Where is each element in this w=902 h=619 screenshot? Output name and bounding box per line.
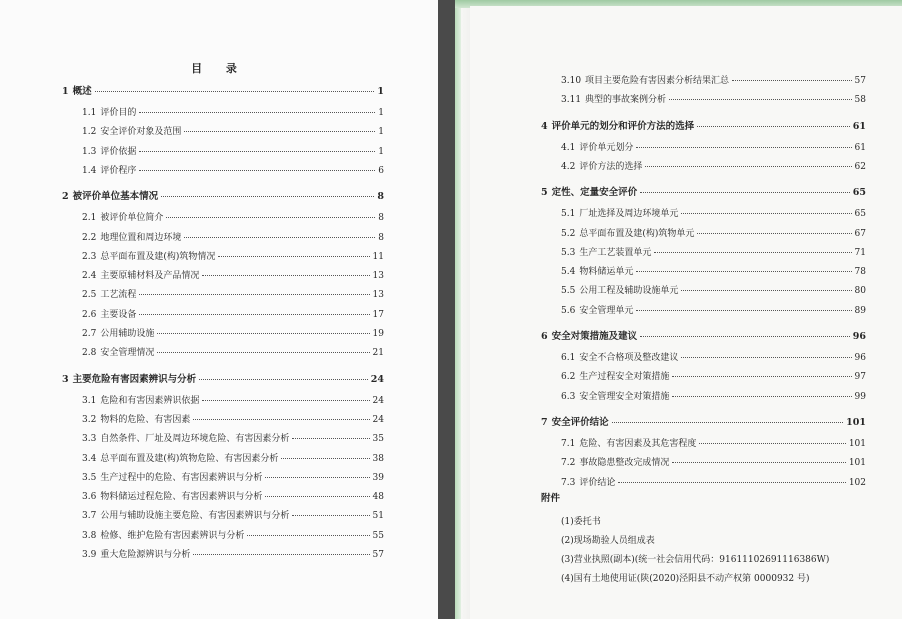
dot-leader	[672, 376, 851, 377]
dot-leader	[265, 496, 369, 497]
toc-entry-page: 13	[372, 290, 384, 301]
toc-entry-title: 生产工艺装置单元	[579, 247, 652, 258]
toc-entry	[561, 73, 866, 86]
toc-entry-number: 3.10	[561, 76, 582, 86]
toc-entry-number: 2.2	[82, 232, 97, 243]
toc-entry-title: 主要危险有害因素辨识与分析	[72, 373, 197, 385]
toc-entry-number: 2.7	[82, 329, 97, 339]
toc-entry	[82, 528, 384, 541]
toc-entry-number: 6.1	[561, 353, 576, 363]
toc-entry-title: 安全不合格项及整改建议	[579, 353, 679, 363]
toc-entry-title: 厂址选择及周边环境单元	[579, 209, 679, 220]
toc-entry-number: 2.6	[82, 309, 97, 320]
dot-leader	[612, 422, 844, 423]
right-page	[470, 6, 902, 619]
toc-entry-page: 101	[848, 438, 866, 449]
toc-entry-number: 3.2	[82, 414, 97, 425]
toc-entry-number: 2.5	[82, 290, 97, 301]
toc-entry	[561, 159, 866, 172]
toc-entry	[561, 206, 866, 219]
dot-leader	[672, 462, 845, 463]
toc-entry-title: 典型的事故案例分析	[585, 95, 667, 106]
toc-entry	[561, 303, 866, 316]
toc-entry-title: 主要原辅材料及产品情况	[100, 271, 200, 282]
toc-entry-number: 3	[62, 373, 69, 385]
toc-entry-page: 21	[372, 348, 384, 359]
toc-entry-page: 24	[372, 414, 384, 425]
toc-entry	[561, 283, 866, 296]
toc-entry-number: 6.3	[561, 391, 576, 402]
toc-entry-title: 物料的危险、有害因素	[100, 414, 191, 425]
dot-leader	[193, 554, 369, 555]
toc-entry-number: 6.2	[561, 372, 576, 383]
toc-entry-title: 主要设备	[100, 309, 137, 320]
toc-entry	[82, 412, 384, 425]
toc-entry-title: 评价程序	[100, 165, 137, 176]
dot-leader	[640, 192, 850, 193]
toc-entry-page: 1	[377, 86, 384, 97]
toc-entry-page: 11	[372, 251, 384, 262]
toc-entry-page: 8	[378, 213, 384, 224]
toc-entry-page: 57	[372, 550, 384, 560]
toc-entry	[561, 369, 866, 382]
toc-entry-page: 101	[848, 458, 866, 469]
dot-leader	[139, 294, 369, 295]
toc-entry-page: 61	[854, 142, 866, 153]
toc-entry-title: 安全管理情况	[100, 348, 155, 359]
toc-entry-title: 项目主要危险有害因素分析结果汇总	[585, 76, 730, 86]
toc-entry	[82, 431, 384, 444]
toc-entry-number: 2.1	[82, 213, 97, 224]
toc-entry-title: 公用工程及辅助设施单元	[579, 286, 679, 297]
toc-entry-page: 96	[852, 331, 866, 342]
dot-leader	[139, 151, 375, 152]
toc-entry	[82, 268, 384, 281]
toc-entry-page: 96	[854, 353, 866, 363]
toc-entry-number: 1.3	[82, 146, 97, 157]
dot-leader	[199, 379, 368, 380]
dot-leader	[139, 314, 369, 315]
toc-entry-page: 99	[854, 391, 866, 402]
toc-entry-number: 2.4	[82, 271, 97, 282]
dot-leader	[166, 217, 375, 218]
toc-entry-page: 1	[378, 127, 384, 138]
toc-entry-page: 19	[372, 329, 384, 339]
dot-leader	[281, 458, 369, 459]
toc-entry-number: 3.8	[82, 530, 97, 541]
dot-leader	[202, 275, 369, 276]
toc-entry-page: 17	[372, 309, 384, 320]
toc-entry-number: 3.6	[82, 492, 97, 503]
toc-entry-title: 评价结论	[579, 477, 616, 488]
toc-entry-page: 61	[852, 120, 866, 132]
dot-leader	[636, 147, 851, 148]
toc-entry-page: 35	[372, 434, 384, 445]
toc-chapter	[541, 414, 866, 428]
toc-entry-page: 8	[378, 232, 384, 243]
toc-entry-title: 生产过程安全对策措施	[579, 372, 670, 383]
toc-entry-number: 5.6	[561, 305, 576, 316]
toc-entry	[561, 245, 866, 258]
attachment-item: (3)营业执照(副本)(统一社会信用代码：91611102691116386W)	[561, 555, 830, 565]
dot-leader	[193, 419, 369, 420]
toc-entry	[82, 144, 384, 157]
toc-entry	[82, 105, 384, 118]
dot-leader	[732, 80, 851, 81]
toc-entry	[82, 326, 384, 339]
toc-entry-title: 定性、定量安全评价	[551, 187, 638, 199]
toc-entry-number: 2.3	[82, 251, 97, 262]
toc-entry	[82, 345, 384, 358]
toc-entry-title: 被评价单位简介	[100, 213, 164, 224]
toc-entry-title: 安全评价结论	[551, 416, 609, 428]
toc-entry-number: 3.11	[561, 95, 582, 106]
dot-leader	[636, 310, 851, 311]
dot-leader	[292, 515, 369, 516]
toc-entry-page: 38	[372, 453, 384, 464]
toc-entry-title: 被评价单位基本情况	[72, 191, 159, 203]
toc-entry	[561, 436, 866, 449]
dot-leader	[95, 91, 375, 92]
toc-entry-title: 物料储运单元	[579, 267, 634, 278]
left-page	[0, 0, 438, 619]
toc-entry-title: 自然条件、厂址及周边环境危险、有害因素分析	[100, 434, 290, 445]
toc-entry-title: 总平面布置及建(构)筑物危险、有害因素分析	[100, 453, 279, 464]
dot-leader	[139, 170, 375, 171]
toc-entry-number: 1.2	[82, 127, 97, 138]
dot-leader	[184, 131, 375, 132]
toc-entry-title: 评价单元的划分和评价方法的选择	[551, 120, 695, 132]
toc-chapter	[541, 184, 866, 198]
toc-entry-page: 1	[378, 146, 384, 157]
toc-entry-title: 安全管理安全对策措施	[579, 391, 670, 402]
dot-leader	[292, 438, 369, 439]
toc-entry-title: 总平面布置及建(构)筑物情况	[100, 251, 216, 262]
toc-entry	[561, 475, 866, 488]
toc-entry	[561, 389, 866, 402]
toc-entry-title: 事故隐患整改完成情况	[579, 458, 670, 469]
dot-leader	[618, 482, 845, 483]
attachments-title: 附件	[541, 493, 561, 504]
toc-chapter	[62, 83, 384, 97]
toc-entry-page: 65	[854, 209, 866, 220]
toc-entry-number: 7.1	[561, 438, 576, 449]
toc-entry-page: 55	[372, 530, 384, 541]
dot-leader	[640, 336, 850, 337]
toc-entry-number: 2.8	[82, 348, 97, 359]
toc-entry	[561, 455, 866, 468]
green-edge	[455, 0, 461, 619]
toc-entry-number: 5.1	[561, 209, 576, 220]
toc-entry	[561, 226, 866, 239]
toc-entry-page: 51	[372, 511, 384, 522]
toc-entry-number: 3.3	[82, 434, 97, 445]
dot-leader	[157, 352, 369, 353]
toc-entry	[82, 163, 384, 176]
toc-entry-number: 7	[541, 416, 548, 428]
toc-entry-title: 安全管理单元	[579, 305, 634, 316]
toc-entry-title: 危险、有害因素及其危害程度	[579, 438, 697, 449]
dot-leader	[139, 112, 375, 113]
toc-entry-number: 4	[541, 120, 548, 132]
toc-entry-title: 工艺流程	[100, 290, 137, 301]
toc-entry-page: 48	[372, 492, 384, 503]
toc-entry	[82, 210, 384, 223]
toc-entry-number: 3.5	[82, 472, 97, 483]
toc-entry-page: 39	[372, 472, 384, 483]
toc-entry-title: 公用与辅助设施主要危险、有害因素辨识与分析	[100, 511, 290, 522]
toc-entry-number: 3.4	[82, 453, 97, 464]
toc-entry-page: 8	[377, 191, 384, 203]
toc-entry-number: 5.2	[561, 228, 576, 239]
toc-entry	[82, 451, 384, 464]
attachment-item: (2)现场勘验人员组成表	[561, 536, 655, 546]
attachment-item: (1)委托书	[561, 517, 601, 527]
toc-entry-number: 1.1	[82, 108, 97, 118]
dot-leader	[636, 271, 851, 272]
toc-entry-number: 3.7	[82, 511, 97, 522]
dot-leader	[681, 290, 851, 291]
toc-chapter	[62, 371, 384, 385]
toc-entry	[561, 140, 866, 153]
toc-chapter	[62, 188, 384, 202]
toc-entry-title: 检修、维护危险有害因素辨识与分析	[100, 530, 245, 541]
toc-entry-page: 57	[854, 76, 866, 86]
toc-entry-page: 13	[372, 271, 384, 282]
dot-leader	[247, 535, 369, 536]
toc-entry-title: 总平面布置及建(构)筑物单元	[579, 228, 695, 239]
toc-entry-page: 102	[848, 477, 866, 488]
toc-entry-title: 重大危险源辨识与分析	[100, 550, 191, 560]
toc-entry-title: 安全对策措施及建议	[551, 331, 638, 342]
toc-entry	[82, 249, 384, 262]
toc-entry-page: 80	[854, 286, 866, 297]
toc-entry-title: 地理位置和周边环境	[100, 232, 182, 243]
toc-entry-title: 评价单元划分	[579, 142, 634, 153]
toc-entry-number: 5.3	[561, 247, 576, 258]
dot-leader	[654, 252, 851, 253]
toc-entry-page: 101	[846, 416, 866, 428]
toc-entry-page: 67	[854, 228, 866, 239]
toc-entry-page: 6	[378, 165, 384, 176]
toc-entry-page: 89	[854, 305, 866, 316]
toc-entry-page: 97	[854, 372, 866, 383]
toc-entry-number: 1	[62, 86, 69, 97]
toc-entry-number: 4.1	[561, 142, 576, 153]
attachment-item: (4)国有土地使用证(陕(2020)泾阳县不动产权第 0000932 号)	[561, 574, 810, 584]
toc-entry-title: 生产过程中的危险、有害因素辨识与分析	[100, 472, 263, 483]
toc-entry-page: 58	[854, 95, 866, 106]
toc-entry-number: 7.2	[561, 458, 576, 469]
dot-leader	[218, 256, 369, 257]
toc-entry-title: 安全评价对象及范围	[100, 127, 182, 138]
dot-leader	[265, 477, 369, 478]
toc-entry	[82, 230, 384, 243]
toc-entry	[82, 470, 384, 483]
toc-entry-title: 评价依据	[100, 146, 137, 157]
toc-entry-number: 3.9	[82, 550, 97, 560]
dot-leader	[672, 396, 851, 397]
dot-leader	[681, 357, 851, 358]
toc-entry	[82, 393, 384, 406]
dot-leader	[157, 333, 369, 334]
toc-entry	[82, 489, 384, 502]
toc-entry-page: 1	[378, 108, 384, 118]
toc-entry-number: 1.4	[82, 165, 97, 176]
toc-entry-title: 公用辅助设施	[100, 329, 155, 339]
toc-entry	[82, 124, 384, 137]
toc-entry-page: 62	[854, 161, 866, 172]
dot-leader	[697, 233, 851, 234]
toc-entry-number: 7.3	[561, 477, 576, 488]
toc-entry-page: 65	[852, 187, 866, 199]
toc-entry	[82, 547, 384, 560]
toc-entry-page: 24	[372, 395, 384, 406]
toc-entry-title: 物料储运过程危险、有害因素辨识与分析	[100, 492, 263, 503]
toc-entry-number: 3.1	[82, 395, 97, 406]
toc-entry-number: 6	[541, 331, 548, 342]
toc-entry-number: 4.2	[561, 161, 576, 172]
toc-entry	[561, 92, 866, 105]
toc-entry-number: 5.5	[561, 286, 576, 297]
toc-entry-number: 2	[62, 191, 69, 203]
toc-entry-title: 评价方法的选择	[579, 161, 643, 172]
toc-entry-page: 71	[854, 247, 866, 258]
dot-leader	[699, 443, 845, 444]
toc-entry-title: 危险和有害因素辨识依据	[100, 395, 200, 406]
toc-entry	[561, 264, 866, 277]
page-gap	[438, 0, 455, 619]
toc-entry	[561, 350, 866, 363]
toc-entry	[82, 508, 384, 521]
dot-leader	[161, 196, 374, 197]
toc-chapter	[541, 328, 866, 342]
toc-chapter	[541, 118, 866, 132]
toc-entry-title: 概述	[72, 86, 92, 97]
dot-leader	[184, 237, 375, 238]
dot-leader	[681, 213, 851, 214]
toc-entry-page: 24	[370, 373, 384, 385]
toc-entry	[82, 287, 384, 300]
toc-entry-page: 78	[854, 267, 866, 278]
toc-entry-number: 5	[541, 187, 548, 199]
toc-entry	[82, 307, 384, 320]
toc-entry-number: 5.4	[561, 267, 576, 278]
dot-leader	[645, 166, 851, 167]
toc-title: 目 录	[191, 62, 247, 75]
dot-leader	[669, 99, 851, 100]
dot-leader	[697, 126, 850, 127]
toc-entry-title: 评价目的	[100, 108, 137, 118]
dot-leader	[202, 400, 369, 401]
